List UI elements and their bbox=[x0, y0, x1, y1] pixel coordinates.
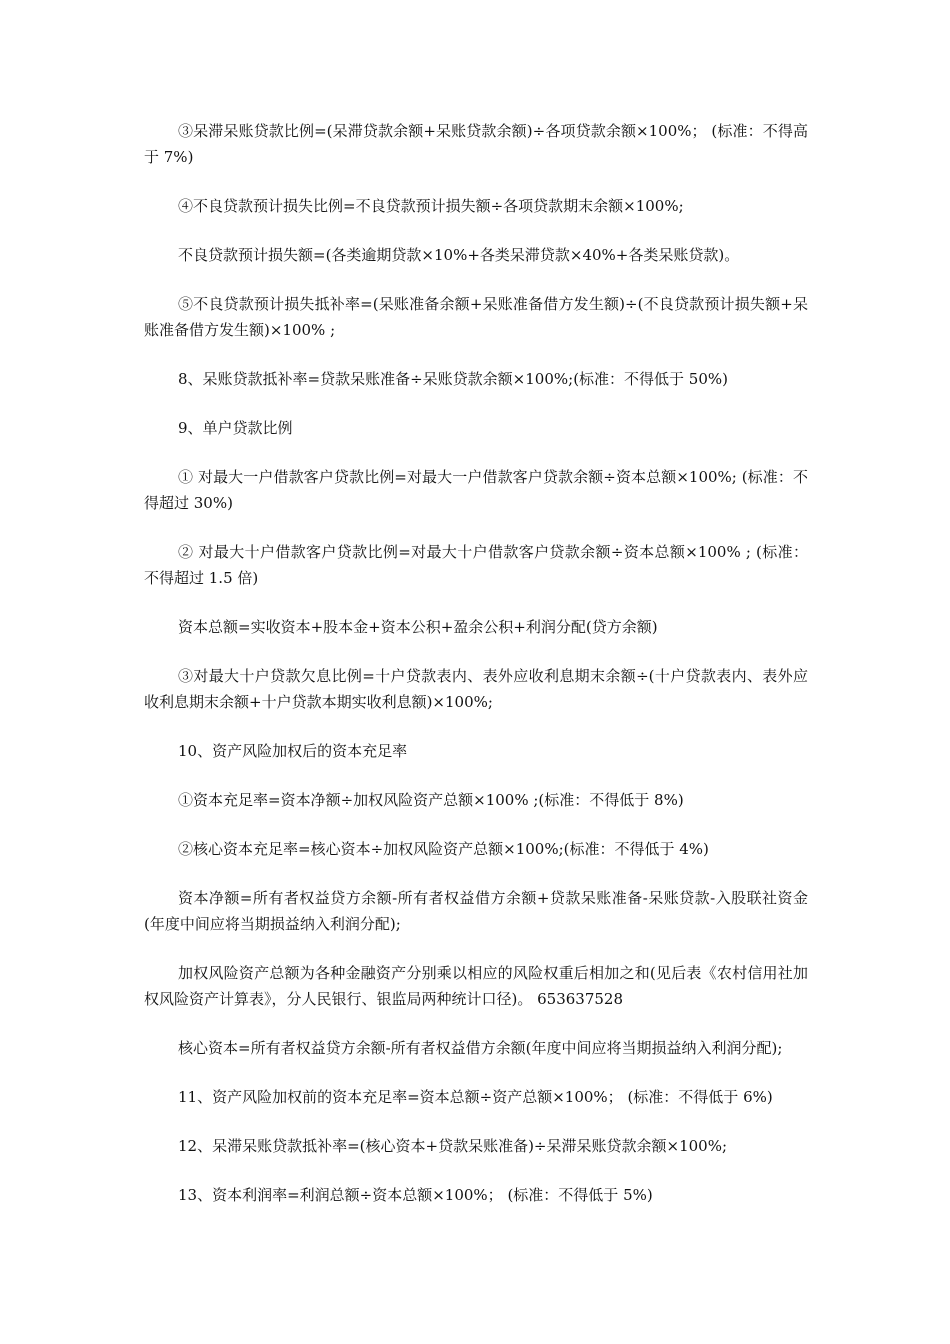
paragraph-stagnant-bad-loan-ratio: ③呆滞呆账贷款比例=(呆滞贷款余额+呆账贷款余额)÷各项贷款余额×100%； (标准：不得高于 7%) bbox=[144, 122, 808, 166]
paragraph-capital-adequacy-ratio: ①资本充足率=资本净额÷加权风险资产总额×100% ;(标准：不得低于 8%) bbox=[178, 791, 684, 809]
paragraph-return-on-capital: 13、资本利润率=利润总额÷资本总额×100%； (标准：不得低于 5%) bbox=[178, 1186, 653, 1204]
document-body bbox=[144, 118, 808, 1231]
paragraph-stagnant-bad-loan-coverage-rate: 12、呆滞呆账贷款抵补率=(核心资本+贷款呆账准备)÷呆滞呆账贷款余额×100%; bbox=[178, 1137, 728, 1155]
paragraph-bad-loan-coverage-rate: 8、呆账贷款抵补率=贷款呆账准备÷呆账贷款余额×100%;(标准：不得低于 50%) bbox=[178, 370, 729, 388]
paragraph-top-ten-interest-arrears-ratio: ③对最大十户贷款欠息比例=十户贷款表内、表外应收利息期末余额÷(十户贷款表内、表外应收利息期末余额+十户贷款本期实收利息额)×100%; bbox=[144, 667, 808, 711]
paragraph-net-capital: 资本净额=所有者权益贷方余额-所有者权益借方余额+贷款呆账准备-呆账贷款-入股联社资金(年度中间应将当期损益纳入利润分配); bbox=[144, 889, 808, 933]
paragraph-risk-weighted-capital-adequacy-heading: 10、资产风险加权后的资本充足率 bbox=[178, 742, 408, 760]
paragraph-risk-weighted-assets: 加权风险资产总额为各种金融资产分别乘以相应的风险权重后相加之和(见后表《农村信用社加权风险资产计算表》，分人民银行、银监局两种统计口径)。 653637528 bbox=[144, 964, 808, 1008]
paragraph-core-capital: 核心资本=所有者权益贷方余额-所有者权益借方余额(年度中间应将当期损益纳入利润分配); bbox=[178, 1039, 783, 1057]
paragraph-unweighted-capital-adequacy-ratio: 11、资产风险加权前的资本充足率=资本总额÷资产总额×100%； (标准：不得低于 6%) bbox=[178, 1088, 773, 1106]
paragraph-top-ten-customers-ratio: ② 对最大十户借款客户贷款比例=对最大十户借款客户贷款余额÷资本总额×100% ; (标准：不得超过 1.5 倍) bbox=[144, 543, 808, 587]
paragraph-core-capital-adequacy-ratio: ②核心资本充足率=核心资本÷加权风险资产总额×100%;(标准：不得低于 4%) bbox=[178, 840, 709, 858]
paragraph-total-capital: 资本总额=实收资本+股本金+资本公积+盈余公积+利润分配(贷方余额) bbox=[178, 618, 658, 636]
paragraph-npl-expected-loss-amount: 不良贷款预计损失额=(各类逾期贷款×10%+各类呆滞贷款×40%+各类呆账贷款)。 bbox=[178, 246, 740, 264]
paragraph-single-customer-loan-heading: 9、单户贷款比例 bbox=[178, 419, 293, 437]
paragraph-npl-expected-loss-ratio: ④不良贷款预计损失比例=不良贷款预计损失额÷各项贷款期末余额×100%; bbox=[178, 197, 684, 215]
paragraph-npl-loss-coverage-rate: ⑤不良贷款预计损失抵补率=(呆账准备余额+呆账准备借方发生额)÷(不良贷款预计损失额+呆账准备借方发生额)×100% ; bbox=[144, 295, 808, 339]
paragraph-largest-customer-ratio: ① 对最大一户借款客户贷款比例=对最大一户借款客户贷款余额÷资本总额×100%; (标准：不得超过 30%) bbox=[144, 468, 808, 512]
